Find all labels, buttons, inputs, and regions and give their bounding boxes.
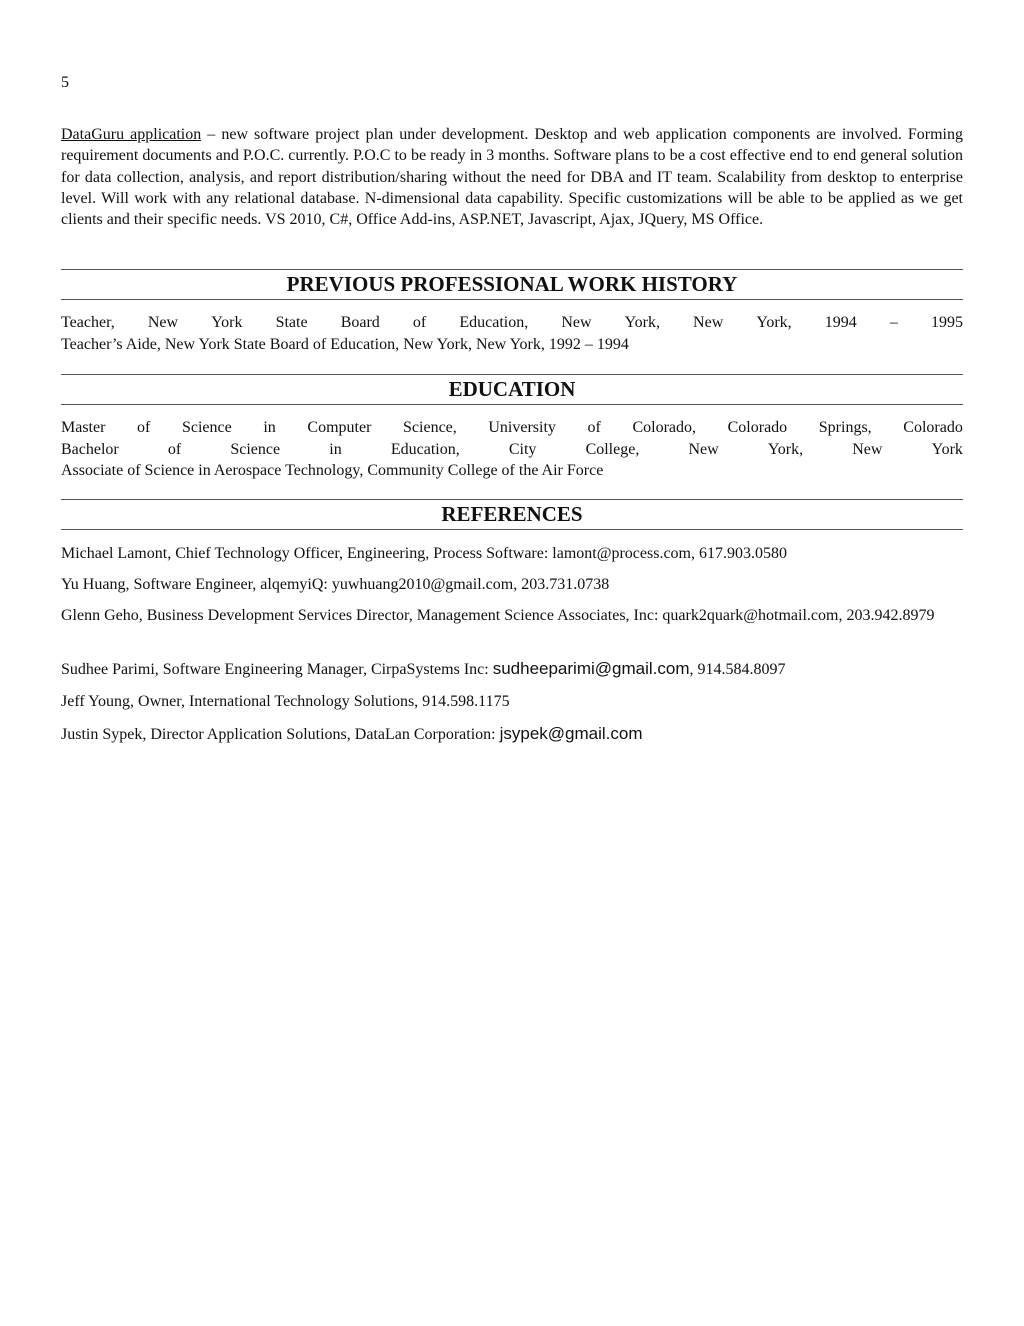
reference-text: Jeff Young, Owner, International Technology Solutions, 914.598.1175 [61,693,510,710]
word: New [852,440,883,458]
word: Computer [307,419,372,436]
reference-text: , 914.584.8097 [689,661,786,678]
word: New [693,314,724,331]
work-history-heading: PREVIOUS PROFESSIONAL WORK HISTORY [61,269,963,300]
word: of [137,419,151,436]
education-entry [61,439,963,461]
word: Master [61,419,106,436]
word: York, [767,440,804,458]
word: Science [181,419,232,436]
word: College, [585,440,640,458]
word: – [889,314,898,331]
education-entry [61,417,963,439]
reference-item [61,691,963,712]
word: New [561,314,592,331]
word: Springs, [818,419,872,436]
project-description [61,124,963,230]
word: of [167,440,182,458]
word: of [587,419,601,436]
word: Colorado [727,419,788,436]
word: Board [340,314,380,331]
word: of [412,314,427,331]
word: New [688,440,719,458]
word: 1994 [824,314,857,331]
work-history-entry: Teacher’s Aide, New York State Board of Education, New York, New York, 1992 – 1994 [61,335,629,353]
reference-text: Yu Huang, Software Engineer, alqemyiQ: yuwhuang2010@gmail.com, 203.731.0738 [61,576,610,593]
word: State [275,314,308,331]
reference-text: Sudhee Parimi, Software Engineering Manager, CirpaSystems Inc: [61,661,493,678]
education-heading: EDUCATION [61,374,963,405]
page-number: 5 [61,74,69,91]
reference-text: Glenn Geho, Business Development Services Director, Management Science Associates, Inc: quark2quark@hotmail.com, 203.942.8979 [61,607,935,624]
word: Science, [403,419,457,436]
reference-email: sudheeparimi@gmail.com [492,659,690,678]
project-description-text: – new software project plan under development. Desktop and web application components are involved. Forming requirement documents and P.O.C. currently. P.O.C to be ready in 3 months. Software plans to be a cost effective end to end general solution for data collection, analysis, and report distribution/sharing without the need for DBA and IT team. Scalability from desktop to enterprise level. Will work with any relational database. N-dimensional data capability. Specific customizations will be able to be applied as we get clients and their specific needs. VS 2010, C#, Office Add-ins, ASP.NET, Javascript, Ajax, JQuery, MS Office. [61,126,963,229]
reference-item [61,574,963,595]
word: Education, [390,440,460,458]
reference-text: Justin Sypek, Director Application Solutions, DataLan Corporation: [61,726,500,743]
word: in [329,440,342,458]
word: in [263,419,276,436]
word: 1995 [930,314,963,331]
reference-item [61,658,963,680]
word: Teacher, [61,314,115,331]
education-entry: Associate of Science in Aerospace Technology, Community College of the Air Force [61,462,604,479]
word: New [147,314,179,331]
reference-text: Michael Lamont, Chief Technology Officer, Engineering, Process Software: lamont@process.com, 617.903.0580 [61,545,787,562]
word: York [211,314,243,331]
work-history-entry [61,312,963,334]
word: York [931,440,963,458]
education-list [61,417,963,482]
word: Science [230,440,281,458]
word: Colorado [903,419,963,436]
references-heading: REFERENCES [61,499,963,530]
work-history-list [61,312,963,355]
word: Bachelor [61,440,119,458]
reference-item [61,605,963,626]
reference-email: jsypek@gmail.com [499,724,643,743]
project-name: DataGuru application [61,126,202,143]
reference-item [61,543,963,564]
word: York, [624,314,660,331]
word: University [488,419,556,436]
word: City [508,440,537,458]
word: Education, [459,314,529,331]
word: York, [756,314,792,331]
reference-item [61,723,963,745]
word: Colorado, [632,419,697,436]
